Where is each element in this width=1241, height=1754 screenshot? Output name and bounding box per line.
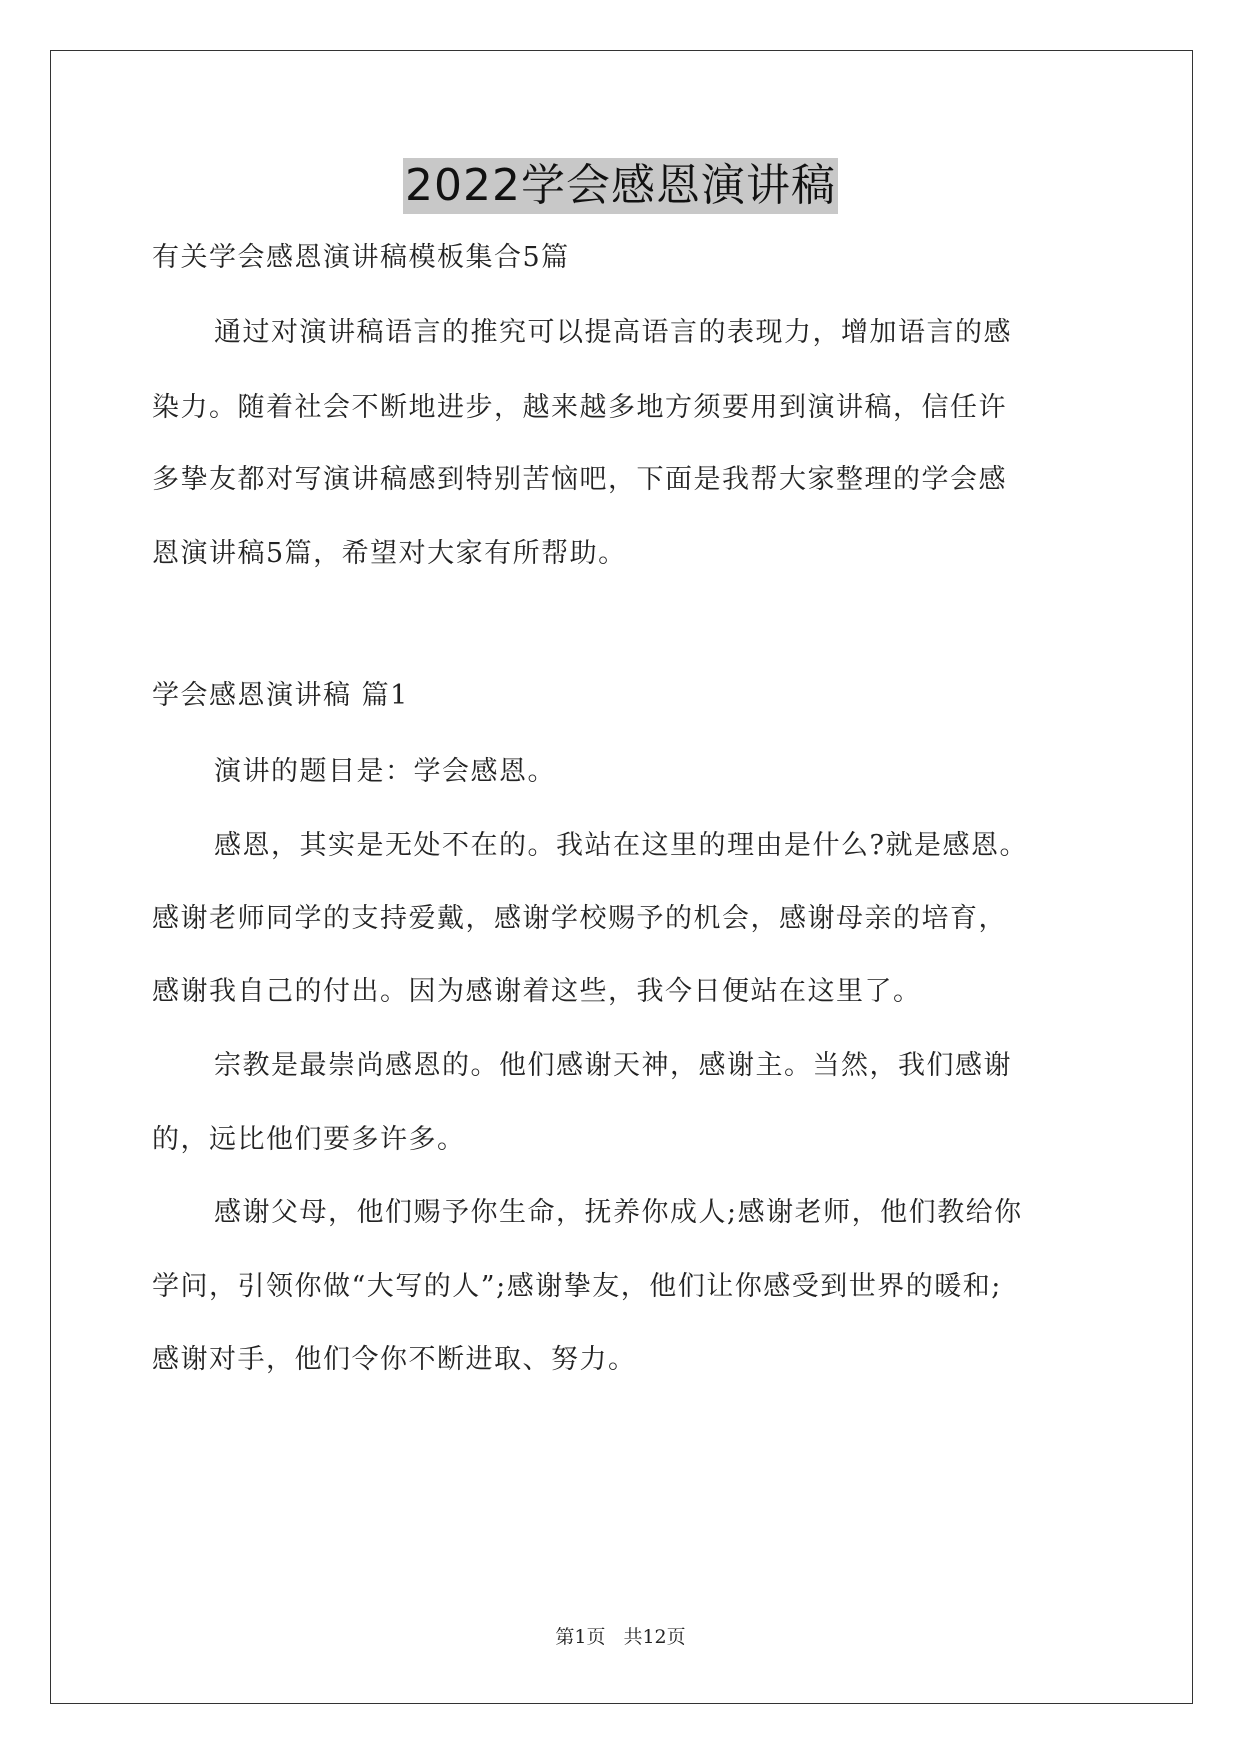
section-heading: 学会感恩演讲稿 篇1 xyxy=(152,680,409,711)
paragraph-2-line-3: 感谢我自己的付出。因为感谢着这些，我今日便站在这里了。 xyxy=(152,976,922,1007)
intro-line-1: 通过对演讲稿语言的推究可以提高语言的表现力，增加语言的感 xyxy=(214,317,1012,348)
paragraph-2-line-1: 感恩，其实是无处不在的。我站在这里的理由是什么?就是感恩。 xyxy=(214,830,1028,861)
intro-line-2: 染力。随着社会不断地进步，越来越多地方须要用到演讲稿，信任许 xyxy=(152,392,1007,423)
paragraph-2-line-2: 感谢老师同学的支持爱戴，感谢学校赐予的机会，感谢母亲的培育， xyxy=(152,903,1007,934)
page-footer xyxy=(0,1624,1241,1650)
document-subtitle: 有关学会感恩演讲稿模板集合5篇 xyxy=(152,242,570,273)
page-number: 第1页 xyxy=(555,1626,606,1648)
paragraph-3-line-2: 的，远比他们要多许多。 xyxy=(152,1124,466,1155)
page-border xyxy=(50,50,1193,1704)
paragraph-1-line-1: 演讲的题目是：学会感恩。 xyxy=(214,756,556,787)
paragraph-3-line-1: 宗教是最崇尚感恩的。他们感谢天神，感谢主。当然，我们感谢 xyxy=(214,1050,1012,1081)
paragraph-4-line-1: 感谢父母，他们赐予你生命，抚养你成人;感谢老师，他们教给你 xyxy=(214,1197,1023,1228)
intro-line-3: 多挚友都对写演讲稿感到特别苦恼吧，下面是我帮大家整理的学会感 xyxy=(152,464,1007,495)
intro-line-4: 恩演讲稿5篇，希望对大家有所帮助。 xyxy=(152,538,627,569)
paragraph-4-line-3: 感谢对手，他们令你不断进取、努力。 xyxy=(152,1344,637,1375)
document-title: 2022学会感恩演讲稿 xyxy=(403,158,838,214)
paragraph-4-line-2: 学问，引领你做“大写的人”;感谢挚友，他们让你感受到世界的暖和; xyxy=(152,1271,1002,1302)
page-total: 共12页 xyxy=(623,1626,686,1648)
title-block xyxy=(0,158,1241,214)
